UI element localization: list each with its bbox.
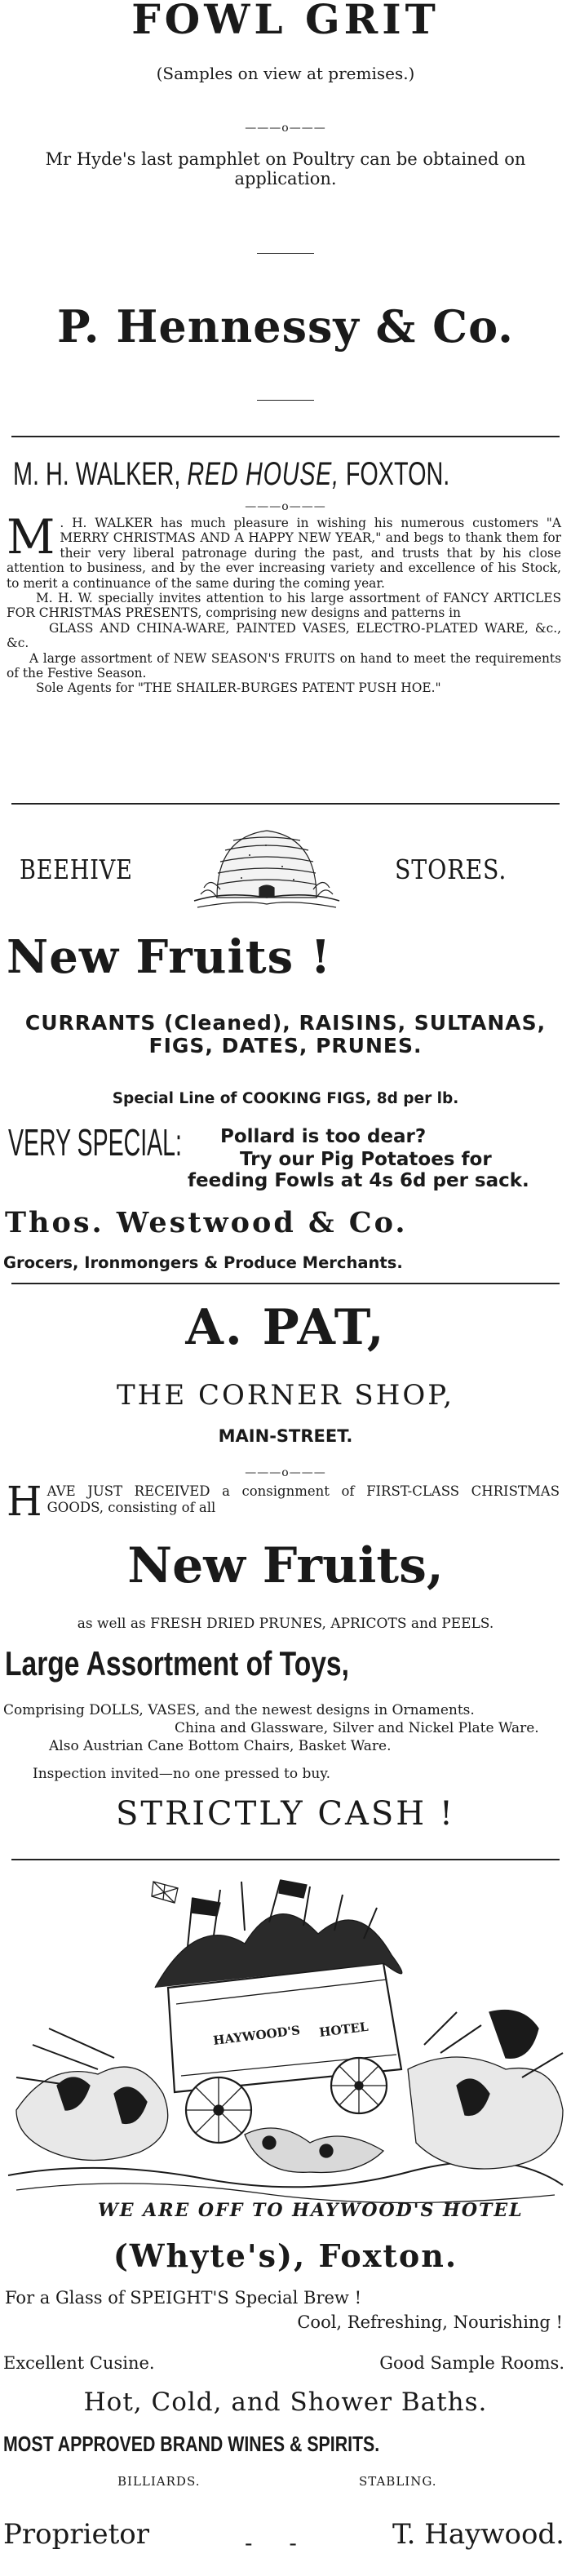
walker-body	[7, 509, 561, 696]
short-rule	[0, 253, 571, 254]
walker-paragraph-agents: Sole Agents for "THE SHAILER-BURGES PATENT PUSH HOE."	[36, 681, 441, 696]
fruit-list: CURRANTS (Cleaned), RAISINS, SULTANAS, FIGS, DATES, PRUNES.	[24, 1011, 547, 1057]
walker-drop-cap: M	[7, 509, 55, 565]
cool-line: Cool, Refreshing, Nourishing !	[297, 2312, 563, 2332]
toys-headline: Large Assortment of Toys,	[5, 1644, 349, 1683]
baths-line: Hot, Cold, and Shower Baths.	[83, 2388, 488, 2417]
divider-rule	[11, 1859, 560, 1860]
billiards-line: BILLIARDS.	[117, 2474, 201, 2489]
proprietor-label: Proprietor	[3, 2518, 149, 2551]
strictly-cash: STRICTLY CASH !	[116, 1795, 455, 1833]
hotel-name: (Whyte's), Foxton.	[113, 2237, 458, 2274]
walker-heading	[13, 454, 563, 494]
divider-rule	[11, 1283, 560, 1284]
pat-drop-cap: H	[7, 1478, 42, 1525]
walker-name: M. H. WALKER,	[13, 456, 181, 492]
proprietor-name: T. Haywood.	[392, 2518, 564, 2551]
pat-headline: New Fruits,	[127, 1537, 444, 1594]
walker-paragraph-glass: GLASS AND CHINA-WARE, PAINTED VASES, ELECTRO-PLATED WARE, &c., &c.	[7, 620, 561, 651]
pamphlet-note: Mr Hyde's last pamphlet on Poultry can be obtained on application.	[45, 149, 526, 188]
very-special-label: VERY SPECIAL:	[8, 1121, 182, 1164]
dried-prunes: as well as FRESH DRIED PRUNES, APRICOTS and PEELS.	[77, 1616, 494, 1632]
ornament-rule: ———o———	[245, 1466, 326, 1479]
samples-note: (Samples on view at premises.)	[156, 64, 415, 83]
speights-line: For a Glass of SPEIGHT'S Special Brew !	[5, 2288, 362, 2308]
feeding-fowls-line: feeding Fowls at 4s 6d per sack.	[188, 1170, 529, 1191]
coach-sign-haywoods: HAYWOOD'S	[212, 2023, 301, 2048]
divider-rule	[11, 436, 560, 437]
inspection-line: Inspection invited—no one pressed to buy.	[33, 1766, 331, 1782]
austrian-line: Also Austrian Cane Bottom Chairs, Basket Ware.	[49, 1738, 392, 1754]
beehive-headline: New Fruits !	[7, 930, 332, 984]
fowl-grit-title: FOWL GRIT	[131, 0, 440, 43]
ornament-rule: ———o———	[245, 500, 326, 513]
westwood-trade: Grocers, Ironmongers & Produce Merchants.	[3, 1253, 403, 1272]
walker-paragraph-fancy: M. H. W. specially invites attention to his large assortment of FANCY ARTICLES FOR CHRISTMAS PRESENTS, comprising new designs and patterns in	[7, 591, 561, 621]
corner-shop: THE CORNER SHOP,	[116, 1379, 455, 1412]
leader-dots: - -	[245, 2529, 312, 2556]
pat-received-text: AVE JUST RECEIVED a consignment of FIRST-CLASS CHRISTMAS GOODS, consisting of all	[46, 1483, 560, 1515]
pig-potatoes-line: Try our Pig Potatoes for	[240, 1149, 492, 1170]
walker-town: FOXTON.	[345, 456, 450, 492]
sample-rooms-line: Good Sample Rooms.	[379, 2353, 564, 2373]
cusine-line: Excellent Cusine.	[3, 2353, 155, 2373]
short-rule	[0, 400, 571, 401]
cooking-figs-line: Special Line of COOKING FIGS, 8d per lb.	[112, 1090, 459, 1107]
beehive-word-right: STORES.	[395, 853, 507, 885]
beehive-icon	[193, 819, 341, 911]
pollard-line: Pollard is too dear?	[220, 1126, 427, 1147]
divider-rule	[11, 803, 560, 805]
walker-paragraph-thanks: . H. WALKER has much pleasure in wishing his numerous customers "A MERRY CHRISTMAS AND A HAPPY NEW YEAR," and begs to thank them for their very liberal patronage during the past, and trusts that by his close attention to business, and by the ever increasing variety and excellence of his Stock, to merit a continuance of the same during the coming year.	[7, 516, 561, 591]
stagecoach-engraving	[0, 1865, 571, 2224]
coach-sign-hotel: HOTEL	[318, 2019, 370, 2040]
wines-line: MOST APPROVED BRAND WINES & SPIRITS.	[3, 2432, 380, 2456]
westwood-firm: Thos. Westwood & Co.	[5, 1206, 408, 1239]
hennessy-name: P. Hennessy & Co.	[57, 300, 514, 352]
main-street: MAIN-STREET.	[218, 1426, 353, 1446]
stabling-line: STABLING.	[359, 2474, 437, 2489]
walker-house: RED HOUSE,	[187, 456, 339, 492]
pat-name: A. PAT,	[185, 1299, 386, 1356]
comprising-line: Comprising DOLLS, VASES, and the newest designs in Ornaments.	[3, 1702, 475, 1718]
beehive-word-left: BEEHIVE	[20, 853, 133, 885]
engraving-caption: WE ARE OFF TO HAYWOOD'S HOTEL	[98, 2200, 524, 2221]
china-line: China and Glassware, Silver and Nickel Plate Ware.	[175, 1720, 539, 1736]
ornament-rule: ———o———	[245, 122, 326, 135]
walker-paragraph-fruits: A large assortment of NEW SEASON'S FRUITS on hand to meet the requirements of the Festive Season.	[7, 650, 561, 681]
pat-received	[7, 1478, 560, 1525]
